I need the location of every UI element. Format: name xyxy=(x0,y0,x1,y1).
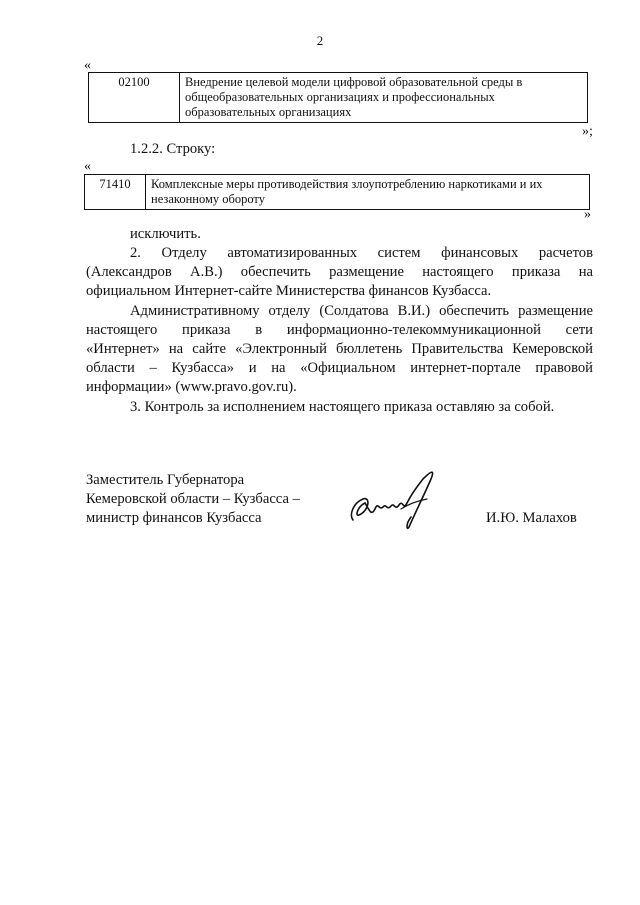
signatory-name: И.Ю. Малахов xyxy=(486,510,577,526)
para-admin-line2: настоящего приказа в информационно-телекоммуникационной сети xyxy=(86,322,593,338)
exclude-text: исключить. xyxy=(130,226,201,242)
replacement-table-1 xyxy=(88,72,588,123)
para3: 3. Контроль за исполнением настоящего приказа оставляю за собой. xyxy=(130,399,555,415)
section-1-2-2: 1.2.2. Строку: xyxy=(130,141,216,157)
para-admin-line5: информации» (www.pravo.gov.ru). xyxy=(86,379,297,395)
table-row xyxy=(89,73,588,123)
signatory-line2: Кемеровской области – Кузбасса – xyxy=(86,491,300,507)
description-cell: Внедрение целевой модели цифровой образовательной среды в общеобразовательных организациях и профессиональных образовательных организациях xyxy=(180,73,588,123)
para-admin-line1: Административному отделу (Солдатова В.И.) обеспечить размещение xyxy=(130,303,593,319)
para2-line3: официальном Интернет-сайте Министерства финансов Кузбасса. xyxy=(86,283,492,299)
page-number: 2 xyxy=(316,33,324,48)
quote-open-2: « xyxy=(84,159,91,174)
signatory-line1: Заместитель Губернатора xyxy=(86,472,245,488)
para2-line2: (Александров А.В.) обеспечить размещение настоящего приказа на xyxy=(86,264,593,280)
table-row xyxy=(85,175,590,210)
signatory-line3: министр финансов Кузбасса xyxy=(86,510,262,526)
para2-line1: 2. Отделу автоматизированных систем финансовых расчетов xyxy=(130,245,593,261)
para-admin-line4: области – Кузбасса» и на «Официальном интернет-портале правовой xyxy=(86,360,593,376)
signature-icon xyxy=(345,465,450,535)
replacement-table-2 xyxy=(84,174,590,210)
para-admin-line3: «Интернет» на сайте «Электронный бюллетень Правительства Кемеровской xyxy=(86,341,593,357)
code-cell: 02100 xyxy=(89,73,180,123)
code-cell: 71410 xyxy=(85,175,146,210)
description-cell: Комплексные меры противодействия злоупотреблению наркотиками и их незаконному обороту xyxy=(146,175,590,210)
quote-open-1: « xyxy=(84,58,91,73)
quote-close-1: »; xyxy=(582,124,593,139)
quote-close-2: » xyxy=(584,207,591,222)
